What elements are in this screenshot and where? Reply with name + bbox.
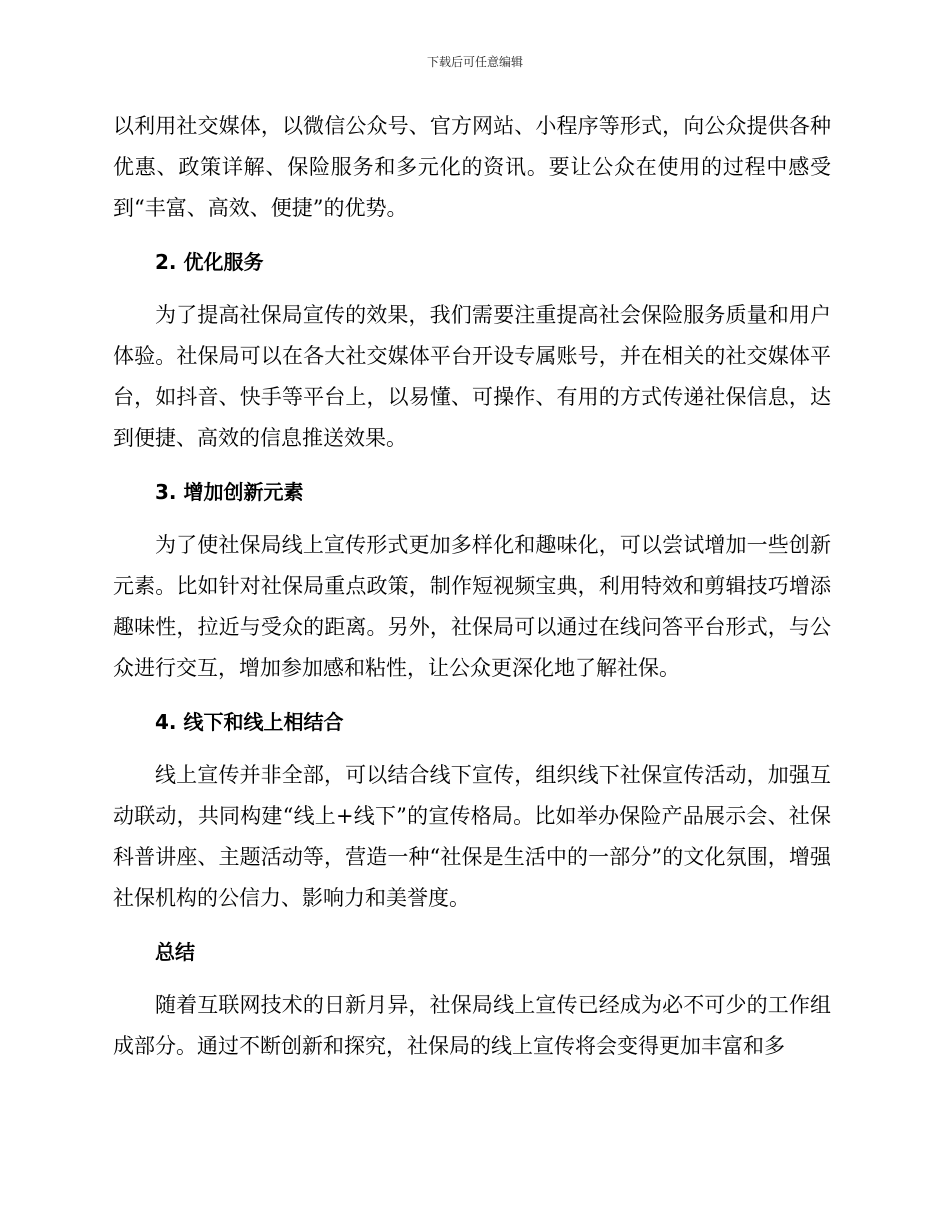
section-paragraph-online-offline: 线上宣传并非全部，可以结合线下宣传，组织线下社保宣传活动，加强互动联动，共同构建“线上+线下”的宣传格局。比如举办保险产品展示会、社保科普讲座、主题活动等，营造一种“社保是生活中的一部分”的文化氛围，增强社保机构的公信力、影响力和美誉度。 (113, 763, 831, 910)
section-heading-online-offline: 4. 线下和线上相结合 (155, 710, 344, 734)
summary-heading: 总结 (155, 940, 195, 964)
header-note: 下载后可任意编辑 (426, 55, 523, 69)
document-body (113, 106, 831, 1067)
summary-paragraph: 随着互联网技术的日新月异，社保局线上宣传已经成为必不可少的工作组成部分。通过不断创新和探究，社保局的线上宣传将会变得更加丰富和多 (113, 993, 831, 1058)
section-heading-innovation: 3. 增加创新元素 (155, 480, 304, 504)
section-paragraph-optimize-service: 为了提高社保局宣传的效果，我们需要注重提高社会保险服务质量和用户体验。社保局可以在各大社交媒体平台开设专属账号，并在相关的社交媒体平台，如抖音、快手等平台上，以易懂、可操作、有用的方式传递社保信息，达到便捷、高效的信息推送效果。 (113, 303, 831, 450)
intro-paragraph: 以利用社交媒体，以微信公众号、官方网站、小程序等形式，向公众提供各种优惠、政策详解、保险服务和多元化的资讯。要让公众在使用的过程中感受到“丰富、高效、便捷”的优势。 (113, 114, 831, 220)
section-paragraph-innovation: 为了使社保局线上宣传形式更加多样化和趣味化，可以尝试增加一些创新元素。比如针对社保局重点政策，制作短视频宝典，利用特效和剪辑技巧增添趣味性，拉近与受众的距离。另外，社保局可以通过在线问答平台形式，与公众进行交互，增加参加感和粘性，让公众更深化地了解社保。 (113, 533, 831, 680)
section-heading-optimize-service: 2. 优化服务 (155, 250, 264, 274)
